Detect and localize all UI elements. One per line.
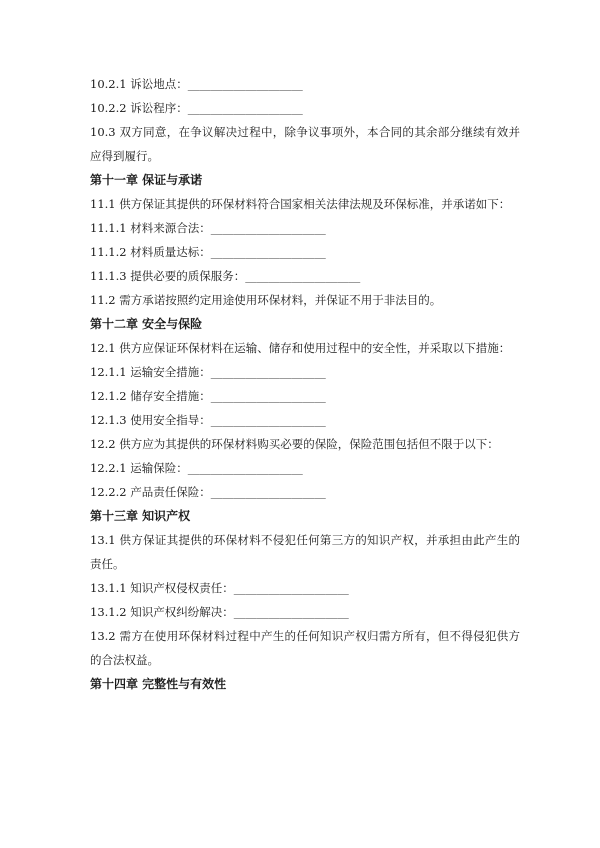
chapter-11-heading: 第十一章 保证与承诺 [90,173,203,187]
document-page [90,72,520,696]
clause-10-2-1: 10.2.1 诉讼地点：____________________ [90,77,303,91]
clause-11-1-2: 11.1.2 材料质量达标：____________________ [90,245,326,259]
clause-13-1-2: 13.1.2 知识产权纠纷解决：____________________ [90,605,349,619]
clause-12-2-1: 12.2.1 运输保险：____________________ [90,461,303,475]
clause-10-3: 10.3 双方同意，在争议解决过程中，除争议事项外，本合同的其余部分继续有效并应得到履行。 [90,125,520,163]
clause-11-1-1: 11.1.1 材料来源合法：____________________ [90,221,326,235]
clause-10-2-2: 10.2.2 诉讼程序：____________________ [90,101,303,115]
clause-13-1-1: 13.1.1 知识产权侵权责任：____________________ [90,581,349,595]
chapter-13-heading: 第十三章 知识产权 [90,509,191,523]
clause-12-2: 12.2 供方应为其提供的环保材料购买必要的保险，保险范围包括但不限于以下： [90,437,499,451]
clause-12-1-2: 12.1.2 储存安全措施：____________________ [90,389,326,403]
chapter-12-heading: 第十二章 安全与保险 [90,317,203,331]
clause-12-1: 12.1 供方应保证环保材料在运输、储存和使用过程中的安全性，并采取以下措施： [90,341,511,355]
clause-12-1-1: 12.1.1 运输安全措施：____________________ [90,365,326,379]
clause-13-2: 13.2 需方在使用环保材料过程中产生的任何知识产权归需方所有，但不得侵犯供方的合法权益。 [90,629,520,667]
chapter-14-heading: 第十四章 完整性与有效性 [90,677,227,691]
clause-11-1-3: 11.1.3 提供必要的质保服务：____________________ [90,269,361,283]
clause-11-1: 11.1 供方保证其提供的环保材料符合国家相关法律法规及环保标准，并承诺如下： [90,197,511,211]
clause-12-1-3: 12.1.3 使用安全指导：____________________ [90,413,326,427]
clause-11-2: 11.2 需方承诺按照约定用途使用环保材料，并保证不用于非法目的。 [90,293,442,307]
clause-13-1: 13.1 供方保证其提供的环保材料不侵犯任何第三方的知识产权，并承担由此产生的责任。 [90,533,520,571]
clause-12-2-2: 12.2.2 产品责任保险：____________________ [90,485,326,499]
